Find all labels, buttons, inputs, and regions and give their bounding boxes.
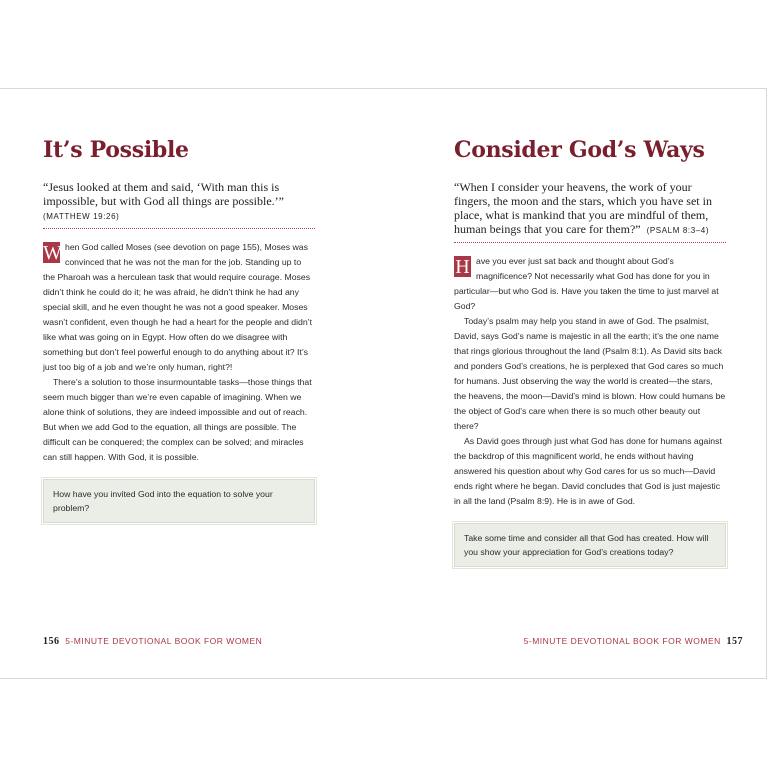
quote-text: “Jesus looked at them and said, ‘With man this is impossible, but with God all things are possible.’” — [43, 180, 284, 208]
drop-cap: W — [43, 242, 62, 264]
right-page — [384, 89, 767, 678]
left-page-content — [43, 135, 315, 523]
page-footer — [43, 636, 262, 647]
dotted-divider — [454, 242, 726, 243]
paragraph: Today’s psalm may help you stand in awe of God. The psalmist, David, says God’s name is majestic in all the earth; it’s the one name that rings glorious throughout the land (Psalm 8:1). As David sits back and ponders God’s creations, he is perplexed that God cares so much for humans. Just observing the way the world is created—the stars, the heavens, the moon—David’s mind is blown. How could humans be the object of God’s care when there is so much other beauty out there? — [454, 316, 726, 431]
drop-cap: H — [455, 256, 470, 278]
left-page — [0, 89, 384, 678]
paragraph — [454, 254, 726, 314]
book-spread — [0, 88, 767, 679]
running-title: 5-MINUTE DEVOTIONAL BOOK FOR WOMEN — [523, 636, 721, 646]
page-title: Consider God’s Ways — [454, 137, 705, 163]
paragraph-text: ave you ever just sat back and thought about God’s magnificence? Not necessarily what God has done for you in particular—but who God is. Have you taken the time to just marvel at God? — [454, 256, 719, 311]
scripture-quote — [43, 180, 315, 224]
dotted-divider — [43, 228, 315, 229]
devotion-body — [454, 254, 726, 509]
running-title: 5-MINUTE DEVOTIONAL BOOK FOR WOMEN — [65, 636, 263, 646]
page-footer — [524, 636, 743, 647]
reflection-callout: How have you invited God into the equation to solve your problem? — [43, 479, 315, 523]
paragraph: As David goes through just what God has done for humans against the backdrop of this magnificent world, he ends without having answered his question about why God cares for us so much—David ends right where he began. David concludes that God is just majestic in all the land (Psalm 8:9). He is in awe of God. — [454, 436, 722, 506]
quote-reference: (PSALM 8:3–4) — [646, 226, 710, 235]
quote-text: “When I consider your heavens, the work of your fingers, the moon and the stars, which you have set in place, what is mankind that you are mindful of them, human beings that you care for them?” — [454, 180, 712, 236]
page-number: 156 — [43, 636, 60, 647]
paragraph-text: hen God called Moses (see devotion on page 155), Moses was convinced that he was not the man for the job. Standing up to the Pharoah was a herculean task that would require courage. Moses didn’t think he could do it; he was afraid, he didn’t think he had any special skill, and he even thought he was not a good speaker. Moses wasn’t confident, even though he had a heart for the people and didn’t like what was going on in Egypt. How often do we disagree with something but don’t feel powerful enough to do anything about it? It’s just too big of a job and we’re only human, right?! — [43, 242, 313, 372]
page-number: 157 — [726, 636, 743, 647]
paragraph: There’s a solution to those insurmountable tasks—those things that seem much bigger than we’re even capable of imagining. When we alone think of solutions, they are indeed impossible and out of reach. But when we add God to the equation, all things are possible. The difficult can be conquered; the complex can be solved; and miracles can still happen. With God, it is possible. — [43, 377, 312, 462]
quote-reference: (MATTHEW 19:26) — [43, 212, 120, 221]
devotion-body — [43, 240, 315, 465]
scripture-quote — [454, 180, 726, 238]
right-page-content — [454, 135, 726, 567]
page-title: It’s Possible — [43, 137, 189, 163]
paragraph — [43, 240, 315, 375]
reflection-callout: Take some time and consider all that God has created. How will you show your appreciation for God’s creations today? — [454, 523, 726, 567]
